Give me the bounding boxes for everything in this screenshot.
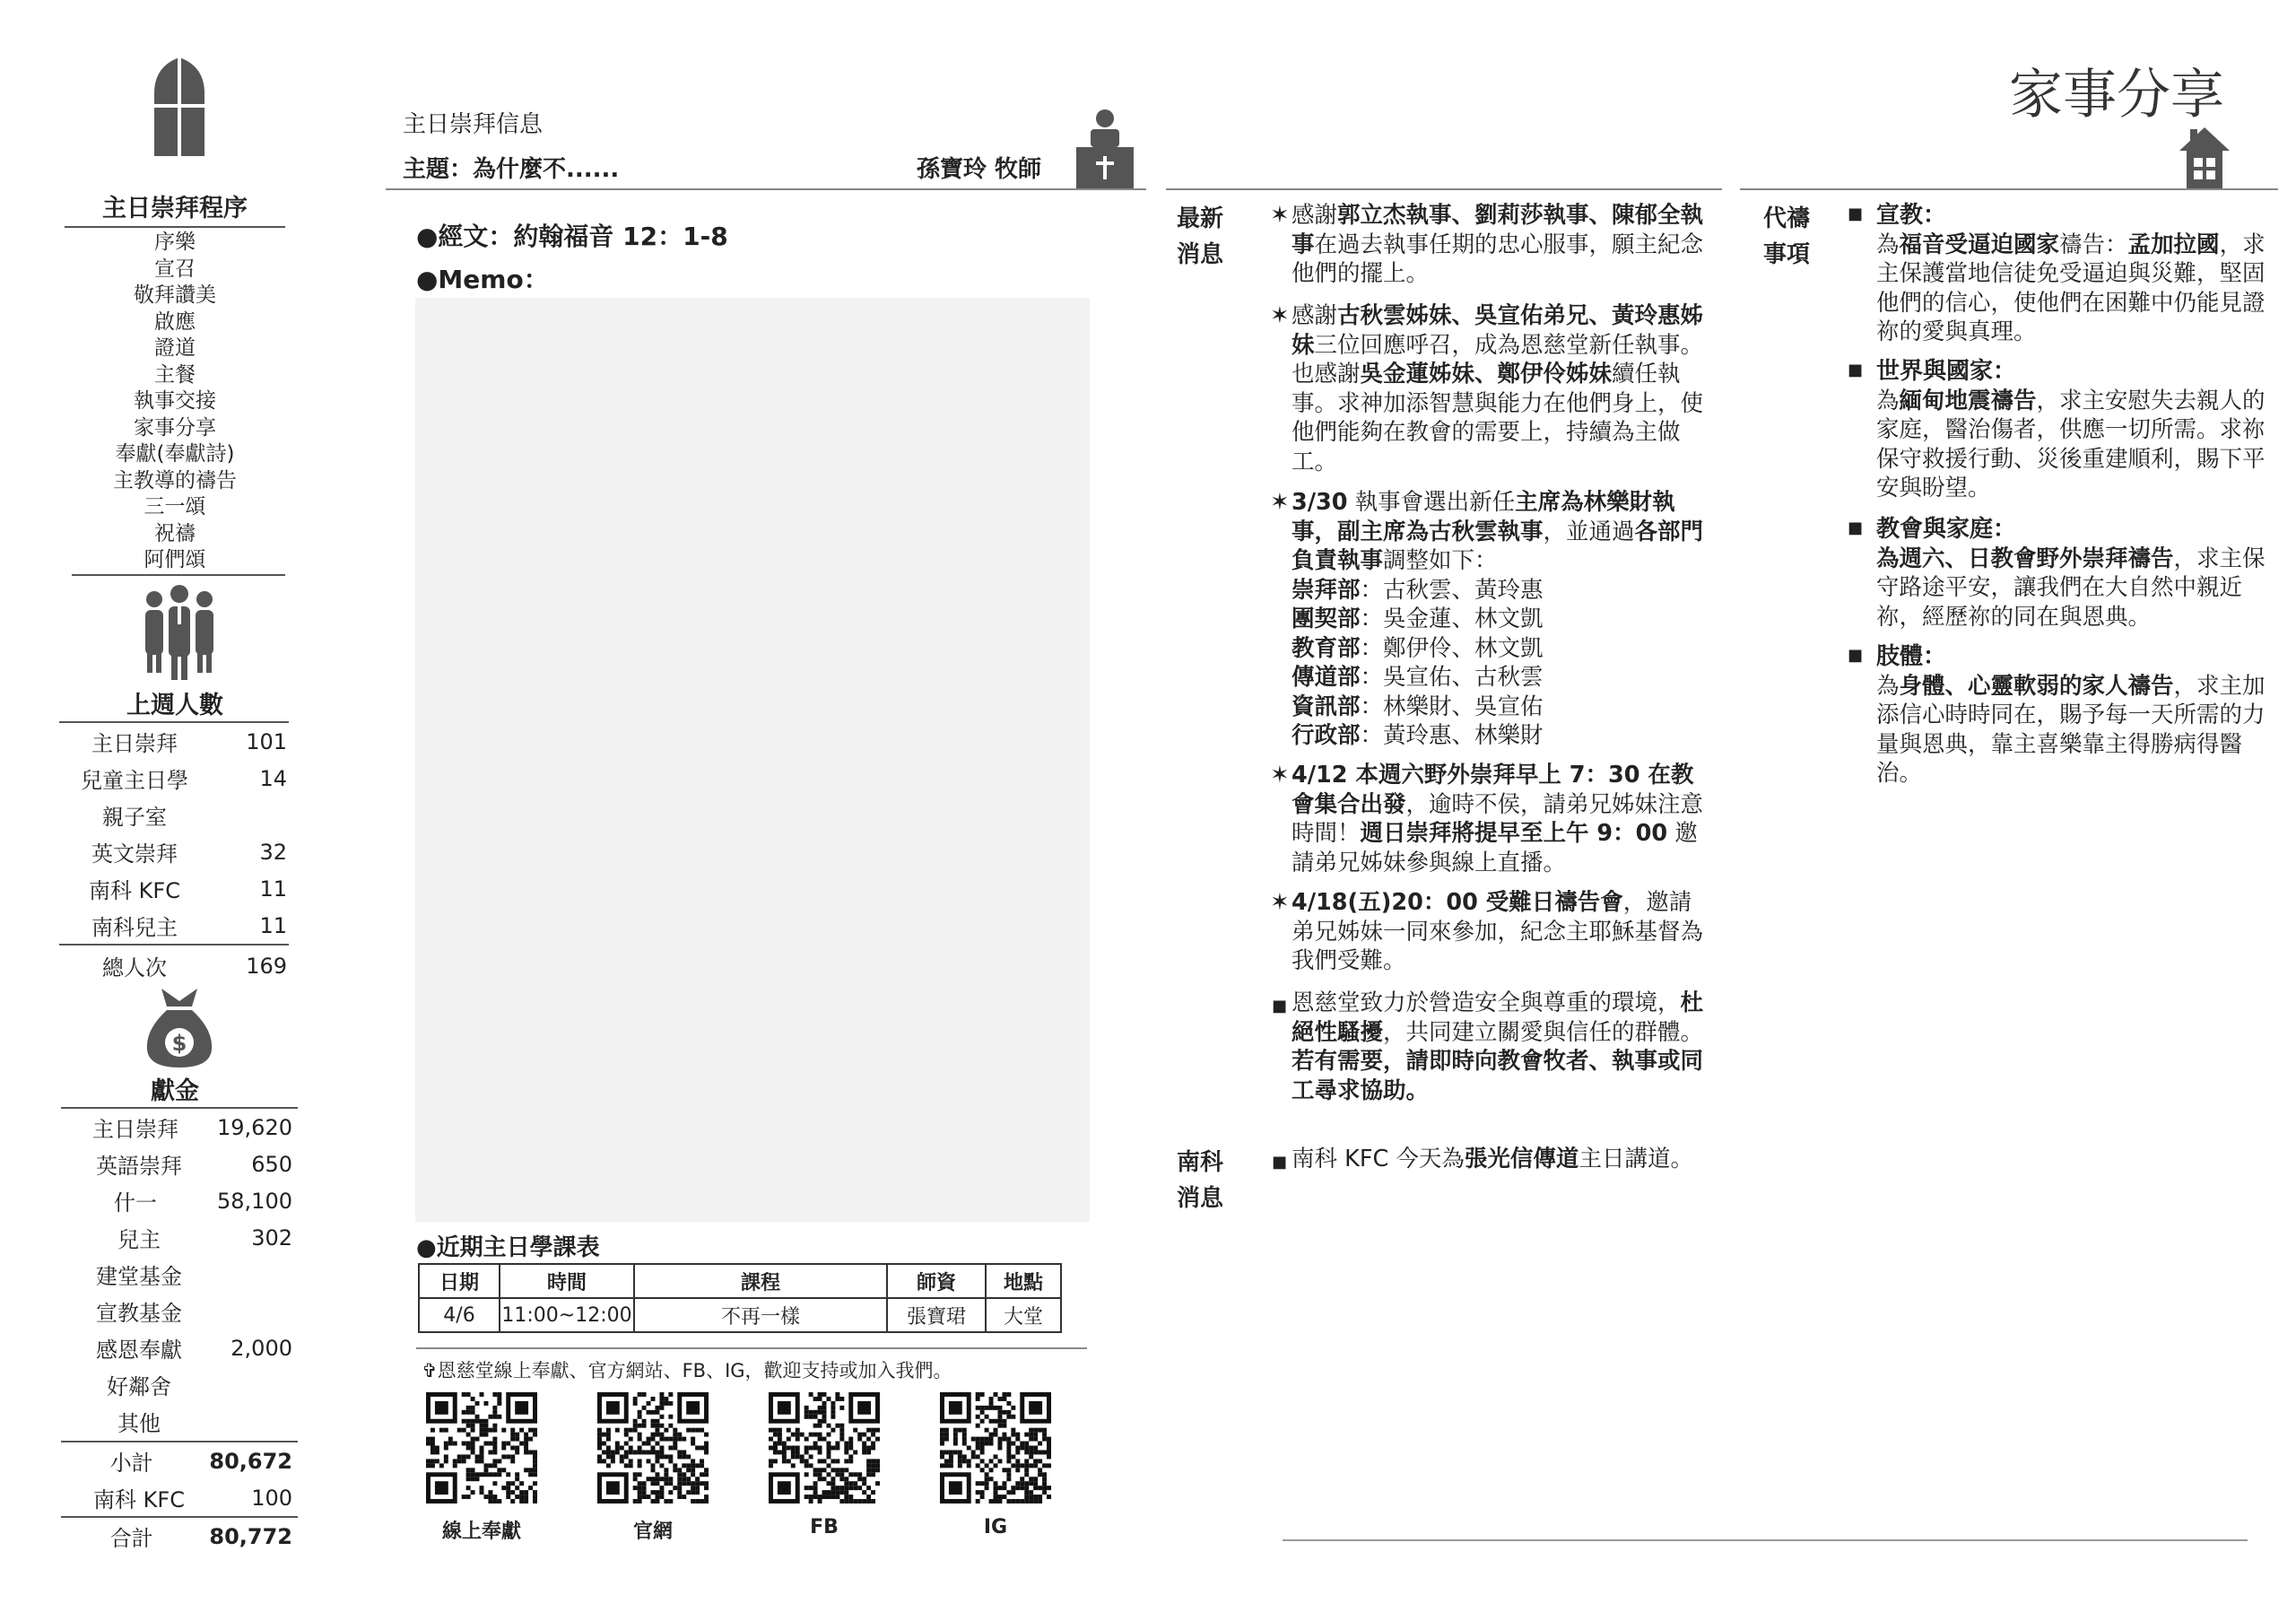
list-item: 主教導的禱告 (113, 468, 237, 492)
schedule-table (418, 1263, 1062, 1333)
south-news-label-line2: 消息 (1177, 1185, 1224, 1212)
news-item-2-text: 感謝古秋雲姊妹、吳宣佑弟兄、黃玲惠姊妹三位回應呼召，成為恩慈堂新任執事。也感謝吳金蓮姊妹、鄭伊伶姊妹續任執事。求神加添智慧與能力在他們身上，使他們能夠在教會的需要上，持續為主做工。 (1292, 302, 1704, 475)
list-item: 家事分享 (134, 415, 216, 440)
table-row (54, 1293, 296, 1329)
list-item: 奉獻(奉獻詩) (115, 442, 235, 466)
star-icon: ✶ (1270, 489, 1290, 516)
row-value: 14 (259, 765, 287, 791)
svg-text:$: $ (171, 1031, 187, 1056)
table-row (54, 1182, 296, 1219)
news-label (1177, 201, 1223, 273)
qr-label-fb: FB (810, 1516, 839, 1538)
star-icon: ✶ (1270, 202, 1290, 229)
dept-name: 傳道部 (1292, 664, 1361, 691)
offering-title: 獻金 (151, 1077, 199, 1105)
table-row (54, 1219, 296, 1256)
news-label-line2: 消息 (1177, 241, 1224, 268)
list-item (1292, 576, 1713, 606)
row-value: 11 (259, 912, 287, 938)
prayer-label-line2: 事項 (1763, 241, 1811, 268)
table-row (54, 723, 296, 760)
footer-rule (1283, 1539, 2248, 1541)
prayer-item-world (1842, 357, 2273, 503)
schedule-cell-place: 大堂 (986, 1298, 1061, 1332)
schedule-header-course: 課程 (634, 1264, 887, 1298)
links-rule (416, 1347, 1087, 1349)
news-header-rule (1166, 188, 1722, 190)
table-row (54, 1366, 296, 1403)
list-item: 三一頌 (144, 495, 206, 519)
row-value: 2,000 (230, 1335, 292, 1361)
prayer-label-line1: 代禱 (1763, 205, 1811, 232)
pastor-name: 孫寶玲 牧師 (917, 156, 1042, 183)
dept-name: 團契部 (1292, 606, 1361, 632)
bullet-icon: ■ (1848, 205, 1864, 223)
attendance-total-value: 169 (246, 953, 287, 979)
header-rule (386, 188, 1146, 190)
qr-code-website[interactable] (597, 1392, 709, 1503)
service-label: 主日崇拜信息 (403, 111, 544, 138)
offering-kfc-row (54, 1479, 296, 1516)
news-item-3-text: 3/30 執事會選出新任主席為林樂財執事，副主席為古秋雲執事，並通過各部門負責執事調整如下： 崇拜部：古秋雲、黃玲惠 團契部：吳金蓮、林文凱 教育部：鄭伊伶、林文凱 傳道部：吳宣佑、古秋雲 資訊部：林樂財、吳宣佑 行政部：黃玲惠、林樂財 (1292, 488, 1713, 751)
row-label: 南科兒主 (91, 915, 178, 940)
qr-code-ig[interactable] (940, 1392, 1051, 1503)
dept-name: 崇拜部 (1292, 576, 1361, 604)
schedule-header-date: 日期 (419, 1264, 500, 1298)
offering-total-label: 合計 (109, 1526, 153, 1551)
schedule-cell-course: 不再一樣 (634, 1298, 887, 1332)
row-label: 親子室 (102, 805, 167, 830)
row-label: 宣教基金 (96, 1301, 182, 1326)
list-item (1292, 634, 1713, 664)
order-bottom-rule (72, 574, 285, 576)
memo-area[interactable] (415, 298, 1090, 1222)
row-label: 建堂基金 (96, 1264, 182, 1289)
list-item (1292, 721, 1713, 751)
row-label: 什一 (114, 1190, 157, 1216)
table-row (54, 1329, 296, 1366)
row-label: 感恩奉獻 (96, 1338, 182, 1363)
bullet-icon: ■ (1848, 361, 1864, 379)
prayer-item-mission-text: 為福音受逼迫國家禱告：孟加拉國，求主保護當地信徒免受逼迫與災難，堅固他們的信心，使他們在困難中仍能見證祢的愛與真理。 (1876, 231, 2266, 345)
prayer-item-members-text: 為身體、心靈軟弱的家人禱告，求主加添信心時時同在，賜予每一天所需的力量與恩典，靠主喜樂靠主得勝病得醫治。 (1876, 672, 2266, 787)
qr-label-website: 官網 (632, 1521, 673, 1543)
qr-code-donation[interactable] (426, 1392, 537, 1503)
list-item: 執事交接 (134, 389, 216, 413)
south-news-text: 南科 KFC 今天為張光信傳道主日講道。 (1292, 1146, 1693, 1172)
qr-code-fb[interactable] (769, 1392, 880, 1503)
schedule-title: ●近期主日學課表 (416, 1234, 600, 1261)
schedule-cell-time: 11:00~12:00 (500, 1298, 634, 1332)
offering-subtotal-value: 80,672 (209, 1448, 292, 1474)
row-value: 302 (251, 1224, 292, 1251)
order-list (54, 230, 296, 574)
offering-subtotal-label: 小計 (109, 1451, 153, 1476)
table-row (54, 797, 296, 833)
row-label: 主日崇拜 (92, 1117, 178, 1142)
table-row (54, 1146, 296, 1182)
attendance-table (54, 723, 296, 944)
offering-total-value: 80,772 (209, 1523, 292, 1549)
house-icon (2179, 127, 2230, 190)
prayer-item-world-title: 世界與國家： (1876, 358, 2017, 385)
offering-total-row (54, 1518, 296, 1555)
prayer-label (1763, 201, 1810, 273)
prayer-item-mission-title: 宣教： (1876, 202, 1947, 229)
news-item-4-text: 4/12 本週六野外崇拜早上 7：30 在教會集合出發，逾時不侯，請弟兄姊妹注意時間！週日崇拜將提早至上午 9：00 邀請弟兄姊妹參與線上直播。 (1292, 762, 1704, 876)
people-icon (142, 585, 217, 680)
row-value: 32 (259, 839, 287, 865)
attendance-title: 上週人數 (126, 692, 223, 719)
list-item: 敬拜讚美 (134, 283, 216, 307)
star-icon: ✶ (1270, 302, 1290, 329)
list-item: 阿們頌 (144, 548, 206, 571)
dept-list (1292, 576, 1713, 751)
news-item-6-text: 恩慈堂致力於營造安全與尊重的環境，杜絕性騷擾，共同建立關愛與信任的群體。若有需要，請即時向教會牧者、執事或同工尋求協助。 (1292, 989, 1704, 1104)
dept-members: ：鄭伊伶、林文凱 (1360, 634, 1544, 662)
prayer-item-church-title: 教會與家庭： (1876, 516, 2017, 543)
dept-name: 教育部 (1292, 634, 1361, 662)
pulpit-icon (1076, 109, 1134, 190)
dept-members: ：吳金蓮、林文凱 (1360, 606, 1544, 632)
qr-label-ig: IG (983, 1516, 1008, 1538)
prayer-item-members-title: 肢體： (1876, 643, 1947, 670)
list-item: 序樂 (154, 231, 196, 254)
row-label: 英語崇拜 (96, 1154, 182, 1179)
attendance-total-label: 總人次 (102, 955, 167, 980)
row-value: 11 (259, 876, 287, 902)
row-label: 兒童主日學 (81, 768, 188, 793)
row-label: 好鄰舍 (107, 1374, 171, 1399)
order-top-rule (65, 226, 285, 228)
table-row (54, 907, 296, 944)
qr-label-donation: 線上奉獻 (441, 1521, 521, 1543)
list-item: 證道 (154, 336, 196, 360)
row-value: 58,100 (217, 1188, 292, 1214)
prayer-item-world-text: 為緬甸地震禱告，求主安慰失去親人的家庭，醫治傷者，供應一切所需。求祢保守救援行動、災後重建順利，賜下平安與盼望。 (1876, 387, 2266, 501)
south-news-label-line1: 南科 (1177, 1149, 1224, 1176)
news-label-line1: 最新 (1177, 205, 1224, 232)
offering-subtotal-row (54, 1442, 296, 1479)
table-row (54, 760, 296, 797)
table-row (419, 1298, 1061, 1332)
offering-table (54, 1109, 296, 1440)
attendance-total-row (54, 947, 296, 984)
row-label: 南科 KFC (89, 878, 180, 903)
offering-kfc-value: 100 (251, 1485, 292, 1511)
page-title: 家事分享 (2009, 64, 2224, 126)
star-icon: ✶ (1270, 889, 1290, 916)
bullet-icon: ■ (1848, 519, 1864, 537)
prayer-item-church (1842, 515, 2273, 632)
list-item: 主餐 (154, 362, 196, 387)
list-item: 祝禱 (154, 521, 196, 545)
dept-members: ：吳宣佑、古秋雲 (1360, 664, 1544, 691)
list-item (1292, 693, 1713, 722)
row-value: 650 (251, 1151, 292, 1177)
news-item-5-text: 4/18(五)20：00 受難日禱告會，邀請弟兄姊妹一同來參加，紀念主耶穌基督為我們受難。 (1292, 889, 1704, 974)
prayer-header-rule (1740, 188, 2278, 190)
dept-members: ：黃玲惠、林樂財 (1360, 722, 1544, 749)
table-row (54, 1256, 296, 1293)
offering-kfc-label: 南科 KFC (93, 1487, 185, 1512)
table-row (54, 1109, 296, 1146)
table-row (54, 833, 296, 870)
row-value: 101 (246, 728, 287, 754)
schedule-header-place: 地點 (986, 1264, 1061, 1298)
row-label: 兒主 (117, 1227, 161, 1252)
list-item: 啟應 (154, 309, 196, 334)
schedule-cell-teacher: 張寶珺 (887, 1298, 986, 1332)
bullet-icon: ■ (1848, 646, 1864, 665)
row-label: 其他 (117, 1411, 161, 1436)
dept-name: 資訊部 (1292, 693, 1361, 720)
news-item-1-text: 感謝郭立杰執事、劉莉莎執事、陳郁全執事在過去執事任期的忠心服事，願主紀念他們的擺上。 (1292, 202, 1704, 287)
dept-name: 行政部 (1292, 722, 1361, 749)
star-icon: ✶ (1270, 762, 1290, 789)
dept-members: ：林樂財、吳宣佑 (1360, 693, 1544, 720)
church-window-icon (154, 57, 204, 156)
bullet-icon: ■ (1272, 997, 1288, 1015)
row-label: 主日崇拜 (91, 731, 178, 756)
money-bag-icon (145, 987, 213, 1068)
links-note: ✞恩慈堂線上奉獻、官方網站、FB、IG，歡迎支持或加入我們。 (422, 1360, 952, 1381)
schedule-header-time: 時間 (500, 1264, 634, 1298)
list-item: 宣召 (154, 257, 196, 281)
list-item (1292, 605, 1713, 634)
prayer-item-members (1842, 642, 2273, 789)
row-label: 英文崇拜 (91, 841, 178, 867)
scripture: ●經文：約翰福音 12：1-8 (416, 222, 728, 251)
prayer-item-church-text: 為週六、日教會野外崇拜禱告，求主保守路途平安，讓我們在大自然中親近祢，經歷祢的同在與恩典。 (1876, 545, 2266, 631)
south-news-label (1177, 1145, 1223, 1216)
schedule-header-row (419, 1264, 1061, 1298)
memo-label: ●Memo： (416, 265, 549, 294)
sermon-theme: 主題：為什麼不...... (403, 156, 620, 183)
table-row (54, 870, 296, 907)
attendance-total-rule (59, 944, 289, 946)
bullet-icon: ■ (1272, 1153, 1288, 1172)
dept-members: ：古秋雲、黃玲惠 (1360, 576, 1544, 604)
list-item (1292, 663, 1713, 693)
table-row (54, 1403, 296, 1440)
order-title: 主日崇拜程序 (102, 195, 248, 222)
prayer-item-mission (1842, 201, 2273, 347)
schedule-cell-date: 4/6 (419, 1298, 500, 1332)
schedule-header-teacher: 師資 (887, 1264, 986, 1298)
row-value: 19,620 (217, 1114, 292, 1140)
